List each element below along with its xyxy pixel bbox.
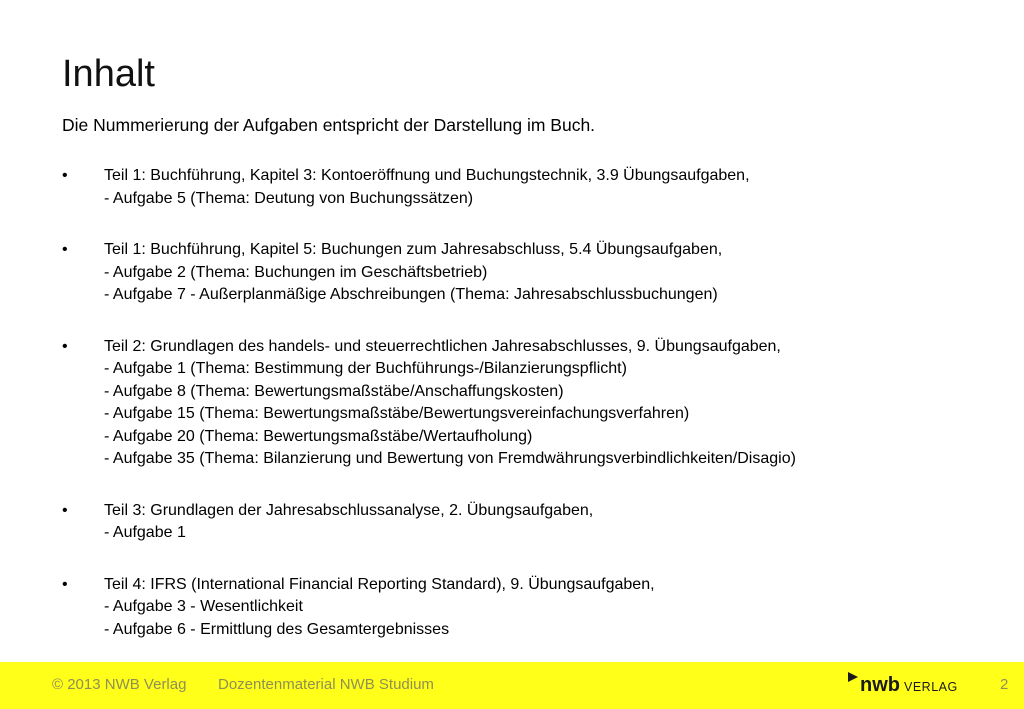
bullet-item	[62, 336, 1002, 471]
bullet-item	[62, 165, 1002, 210]
bullet-task-line: - Aufgabe 8 (Thema: Bewertungsmaßstäbe/Anschaffungskosten)	[104, 382, 564, 400]
slide-title: Inhalt	[62, 53, 155, 95]
bullet-task-line: - Aufgabe 2 (Thema: Buchungen im Geschäftsbetrieb)	[104, 263, 488, 281]
bullet-task-line: - Aufgabe 5 (Thema: Deutung von Buchungssätzen)	[104, 189, 474, 207]
footer-copyright: © 2013 NWB Verlag	[52, 676, 187, 693]
bullet-heading: Teil 1: Buchführung, Kapitel 3: Kontoeröffnung und Buchungstechnik, 3.9 Übungsaufgaben,	[104, 167, 750, 184]
bullet-item	[62, 500, 1002, 545]
logo-verlag-text: VERLAG	[904, 680, 958, 694]
bullet-task-line: - Aufgabe 6 - Ermittlung des Gesamtergebnisses	[104, 620, 450, 638]
logo-nwb-text: nwb	[860, 674, 900, 696]
nwb-logo-triangle-icon	[848, 672, 858, 682]
footer-bar	[0, 662, 1024, 709]
bullet-dot-icon: •	[62, 241, 68, 258]
bullet-dot-icon: •	[62, 337, 68, 355]
bullet-dot-icon: •	[62, 501, 68, 519]
bullet-heading: Teil 3: Grundlagen der Jahresabschlussanalyse, 2. Übungsaufgaben,	[104, 501, 594, 519]
bullet-task-line: - Aufgabe 35 (Thema: Bilanzierung und Bewertung von Fremdwährungsverbindlichkeiten/Disagio)	[104, 450, 796, 467]
nwb-verlag-logo	[848, 672, 958, 698]
bullet-dot-icon: •	[62, 167, 68, 184]
bullet-dot-icon: •	[62, 575, 68, 593]
footer-material-label: Dozentenmaterial NWB Studium	[218, 676, 434, 693]
page-number: 2	[1000, 676, 1009, 693]
bullet-item	[62, 239, 1002, 307]
bullet-task-line: - Aufgabe 1 (Thema: Bestimmung der Buchführungs-/Bilanzierungspflicht)	[104, 360, 627, 377]
bullet-heading: Teil 2: Grundlagen des handels- und steuerrechtlichen Jahresabschlusses, 9. Übungsaufgaben,	[104, 337, 781, 355]
bullet-task-line: - Aufgabe 3 - Wesentlichkeit	[104, 598, 303, 615]
intro-text: Die Nummerierung der Aufgaben entspricht der Darstellung im Buch.	[62, 115, 596, 135]
content-bullet-list	[62, 165, 1002, 670]
bullet-task-line: - Aufgabe 15 (Thema: Bewertungsmaßstäbe/Bewertungsvereinfachungsverfahren)	[104, 405, 690, 422]
bullet-heading: Teil 4: IFRS (International Financial Reporting Standard), 9. Übungsaufgaben,	[104, 575, 655, 593]
bullet-heading: Teil 1: Buchführung, Kapitel 5: Buchungen zum Jahresabschluss, 5.4 Übungsaufgaben,	[104, 241, 723, 258]
bullet-task-line: - Aufgabe 1	[104, 524, 186, 541]
bullet-task-line: - Aufgabe 7 - Außerplanmäßige Abschreibungen (Thema: Jahresabschlussbuchungen)	[104, 286, 718, 303]
bullet-task-line: - Aufgabe 20 (Thema: Bewertungsmaßstäbe/Wertaufholung)	[104, 427, 533, 445]
bullet-item	[62, 574, 1002, 642]
